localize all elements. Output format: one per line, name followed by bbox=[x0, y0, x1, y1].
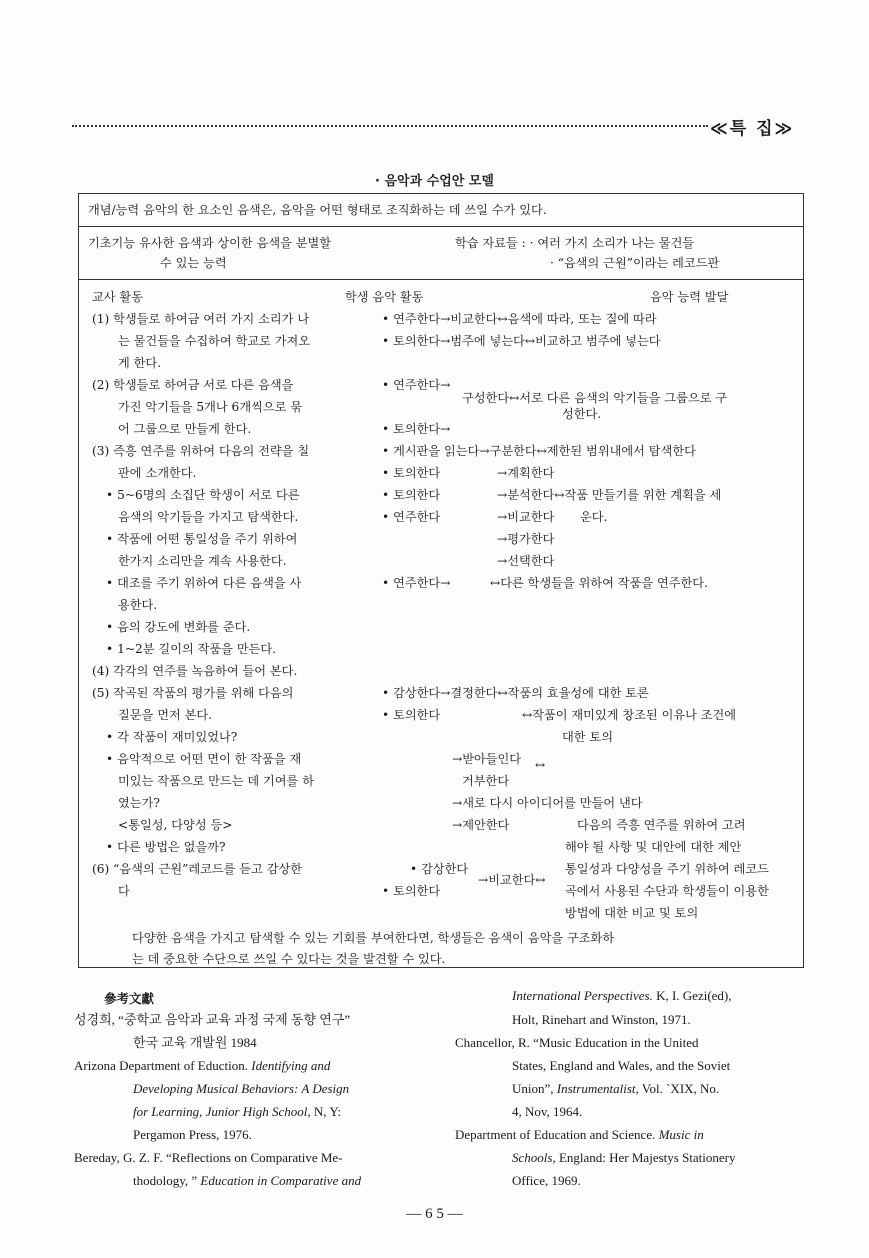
student-line: ↔작품이 재미있게 창조된 이유나 조건에 bbox=[522, 708, 737, 722]
teacher-line: 판에 소개한다. bbox=[118, 466, 197, 480]
materials-line-1: 학습 자료들 : · 여러 가지 소리가 나는 물건들 bbox=[455, 236, 695, 250]
teacher-line: 음색의 악기들을 가지고 탐색한다. bbox=[118, 510, 299, 524]
student-line: • 토의한다 bbox=[382, 708, 441, 722]
skill-line-2: 수 있는 능력 bbox=[160, 256, 227, 270]
teacher-line: 다 bbox=[118, 884, 130, 898]
reference-line: Office, 1969. bbox=[512, 1173, 581, 1188]
student-line: • 토의한다→범주에 넣는다↔비교하고 범주에 넣는다 bbox=[382, 334, 661, 348]
page-title: · 음악과 수업안 모델 bbox=[375, 174, 494, 189]
teacher-line: (5) 작곡된 작품의 평가를 위해 다음의 bbox=[92, 686, 294, 700]
teacher-line: (4) 각각의 연주를 녹음하여 들어 본다. bbox=[92, 664, 298, 678]
student-line: →분석한다↔작품 만들기를 위한 계획을 세 bbox=[497, 488, 722, 502]
student-line: 성한다. bbox=[562, 407, 602, 421]
teacher-line: 질문을 먼저 본다. bbox=[118, 708, 213, 722]
reference-line: Developing Musical Behaviors: A Design bbox=[133, 1081, 350, 1096]
reference-line: International Perspectives. K, I. Gezi(ed), bbox=[512, 988, 732, 1003]
reference-line: Union”, Instrumentalist, Vol. `XIX, No. bbox=[512, 1081, 720, 1096]
reference-line: 4, Nov, 1964. bbox=[512, 1104, 583, 1119]
references-heading: 參考文獻 bbox=[104, 991, 155, 1006]
student-line: • 토의한다→ bbox=[382, 422, 451, 436]
teacher-line: 는 물건들을 수집하여 학교로 가져오 bbox=[118, 334, 311, 348]
page-number: — 6 5 — bbox=[406, 1206, 463, 1222]
column-header-teacher: 교사 활동 bbox=[92, 290, 143, 304]
student-line: 해야 될 사항 및 대안에 대한 제안 bbox=[565, 840, 742, 854]
student-line: • 게시판을 읽는다→구분한다↔제한된 범위내에서 탐색한다 bbox=[382, 444, 696, 458]
reference-line: Department of Education and Science. Music in bbox=[455, 1127, 704, 1142]
student-line: →평가한다 bbox=[497, 532, 555, 546]
teacher-line: (2) 학생들로 하여금 서로 다른 음색을 bbox=[92, 378, 294, 392]
reference-line: States, England and Wales, and the Soviet bbox=[512, 1058, 731, 1073]
concept-text: 개념/능력 음악의 한 요소인 음색은, 음악을 어떤 형태로 조직화하는 데 쓰일 수가 있다. bbox=[88, 203, 547, 217]
student-line: • 연주한다 bbox=[382, 510, 441, 524]
reference-line: Holt, Rinehart and Winston, 1971. bbox=[512, 1012, 691, 1027]
column-header-ability: 음악 능력 발달 bbox=[650, 290, 729, 304]
student-line: 운다. bbox=[580, 510, 608, 524]
reference-line: for Learning, Junior High School, N, Y: bbox=[133, 1104, 342, 1119]
student-line: • 감상한다→결정한다↔작품의 효율성에 대한 토론 bbox=[382, 686, 649, 700]
reference-line: Schools, England: Her Majestys Stationery bbox=[512, 1150, 736, 1165]
teacher-line: 였는가? bbox=[118, 796, 160, 810]
reference-line: Bereday, G. Z. F. “Reflections on Comparative Me- bbox=[74, 1150, 343, 1165]
student-line: ↔다른 학생들을 위하여 작품을 연주한다. bbox=[490, 576, 708, 590]
materials-line-2: · “음색의 근원”이라는 레코드판 bbox=[550, 256, 720, 270]
teacher-line: <통일성, 다양성 등> bbox=[118, 818, 233, 832]
student-line: 구성한다↔서로 다른 음색의 악기들을 그룹으로 구 bbox=[462, 391, 728, 405]
student-line: →비교한다↔ bbox=[478, 873, 546, 887]
student-line: • 연주한다→ bbox=[382, 576, 451, 590]
teacher-line: • 대조를 주기 위하여 다른 음색을 사 bbox=[106, 576, 302, 590]
student-line: 대한 토의 bbox=[562, 730, 613, 744]
skill-line-1: 기초기능 유사한 음색과 상이한 음색을 분별할 bbox=[88, 236, 332, 250]
teacher-line: • 다른 방법은 없을까? bbox=[106, 840, 226, 854]
teacher-line: 게 한다. bbox=[118, 356, 162, 370]
teacher-line: • 1~2분 길이의 작품을 만든다. bbox=[106, 642, 277, 656]
student-line: →받아들인다 bbox=[452, 752, 522, 766]
reference-line: Arizona Department of Eduction. Identifying and bbox=[74, 1058, 331, 1073]
teacher-line: • 5~6명의 소집단 학생이 서로 다른 bbox=[106, 488, 300, 502]
reference-line: 한국 교육 개발원 1984 bbox=[133, 1035, 257, 1050]
teacher-line: • 음악적으로 어떤 면이 한 작품을 재 bbox=[106, 752, 302, 766]
student-line: 거부한다 bbox=[462, 774, 510, 788]
teacher-line: • 각 작품이 재미있었나? bbox=[106, 730, 238, 744]
student-line: 방법에 대한 비교 및 토의 bbox=[565, 906, 699, 920]
student-line: →새로 다시 아이디어를 만들어 낸다 bbox=[452, 796, 643, 810]
student-line: →계획한다 bbox=[497, 466, 555, 480]
reference-line: thodology, ” Education in Comparative and bbox=[133, 1173, 362, 1188]
student-line: • 토의한다 bbox=[382, 488, 441, 502]
reference-line: 성경희, “중학교 음악과 교육 과정 국제 동향 연구” bbox=[74, 1012, 351, 1027]
teacher-line: (6) “음색의 근원”레코드를 듣고 감상한 bbox=[92, 862, 303, 876]
header-rule bbox=[72, 125, 708, 127]
student-line: 다음의 즉흥 연주를 위하여 고려 bbox=[577, 818, 746, 832]
student-line: • 연주한다→ bbox=[382, 378, 451, 392]
teacher-line: (3) 즉흥 연주를 위하여 다음의 전략을 칠 bbox=[92, 444, 310, 458]
skill-box bbox=[78, 226, 804, 280]
teacher-line: 가진 악기들을 5개나 6개씩으로 묶 bbox=[118, 400, 303, 414]
teacher-line: 미있는 작품으로 만드는 데 기여를 하 bbox=[118, 774, 314, 788]
conclusion-line: 는 데 중요한 수단으로 쓰일 수 있다는 것을 발견할 수 있다. bbox=[132, 952, 446, 966]
student-line: ↔ bbox=[535, 758, 546, 772]
teacher-line: 한가지 소리만을 계속 사용한다. bbox=[118, 554, 287, 568]
student-line: 통일성과 다양성을 주기 위하여 레코드 bbox=[565, 862, 769, 876]
teacher-line: 용한다. bbox=[118, 598, 158, 612]
conclusion-line: 다양한 음색을 가지고 탐색할 수 있는 기회를 부여한다면, 학생들은 음색이 음악을 구조화하 bbox=[132, 931, 615, 945]
reference-line: Chancellor, R. “Music Education in the United bbox=[455, 1035, 699, 1050]
student-line: →선택한다 bbox=[497, 554, 555, 568]
student-line: • 토의한다 bbox=[382, 466, 441, 480]
reference-line: Pergamon Press, 1976. bbox=[133, 1127, 252, 1142]
student-line: • 감상한다 bbox=[410, 862, 469, 876]
student-line: • 연주한다→비교한다↔음색에 따라, 또는 질에 따라 bbox=[382, 312, 657, 326]
teacher-line: 어 그룹으로 만들게 한다. bbox=[118, 422, 252, 436]
teacher-line: • 작품에 어떤 통일성을 주기 위하여 bbox=[106, 532, 298, 546]
student-line: • 토의한다 bbox=[382, 884, 441, 898]
student-line: 곡에서 사용된 수단과 학생들이 이용한 bbox=[565, 884, 769, 898]
section-tag: ≪특 집≫ bbox=[710, 119, 795, 139]
student-line: →제안한다 bbox=[452, 818, 510, 832]
teacher-line: (1) 학생들로 하여금 여러 가지 소리가 나 bbox=[92, 312, 310, 326]
column-header-student: 학생 음악 활동 bbox=[345, 290, 424, 304]
student-line: →비교한다 bbox=[497, 510, 555, 524]
teacher-line: • 음의 강도에 변화를 준다. bbox=[106, 620, 251, 634]
